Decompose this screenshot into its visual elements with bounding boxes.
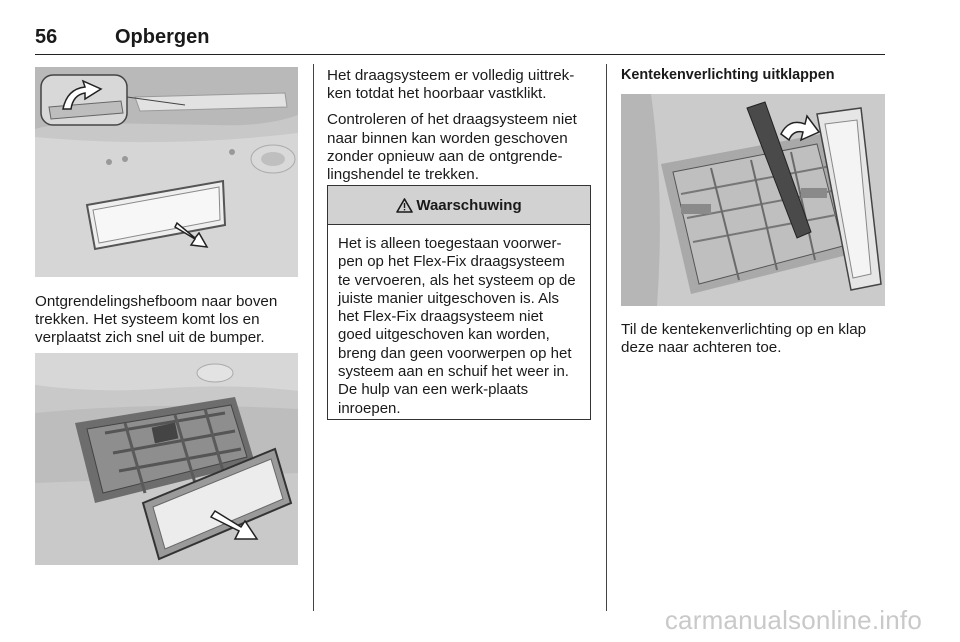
warning-header [328, 186, 590, 225]
paragraph-extend: Het draagsysteem er volledig uittrek-ken totdat het hoorbaar vastklikt. [327, 67, 575, 103]
page-header [35, 24, 885, 55]
column-divider-left [313, 64, 314, 611]
watermark: carmanualsonline.info [664, 605, 922, 635]
figure-release-lever [35, 67, 298, 277]
section-heading-license-light: Kentekenverlichting uitklappen [621, 67, 835, 83]
figure-license-light [621, 94, 885, 306]
warning-title: Waarschuwing [416, 196, 522, 214]
column2-text [327, 67, 595, 192]
figure-carrier-extended [35, 353, 298, 565]
page-number: 56 [35, 26, 58, 48]
warning-triangle-icon [396, 198, 413, 213]
warning-text: Het is alleen toegestaan voorwer-pen op het Flex-Fix draagsysteem te vervoeren, als het systeem op de juiste manier uitgeschoven is. Als het Flex-Fix draagsysteem niet goed uitgeschoven kan worden, breng dan geen voorwerpen op het systeem aan en schuif het weer in. De hulp van een werk-plaats inroepen. [338, 235, 576, 417]
paragraph-check: Controleren of het draagsysteem niet naar binnen kan worden geschoven zonder opnieuw aan de ontgrende-lingshendel te trekken. [327, 111, 577, 184]
column-divider-right [606, 64, 607, 611]
caption-release-lever: Ontgrendelingshefboom naar boven trekken. Het systeem komt los en verplaatst zich snel uit de bumper. [35, 293, 278, 347]
caption-license-light: Til de kentekenverlichting op en klap deze naar achteren toe. [621, 321, 867, 357]
chapter-title: Opbergen [115, 26, 210, 48]
warning-box [327, 185, 591, 420]
